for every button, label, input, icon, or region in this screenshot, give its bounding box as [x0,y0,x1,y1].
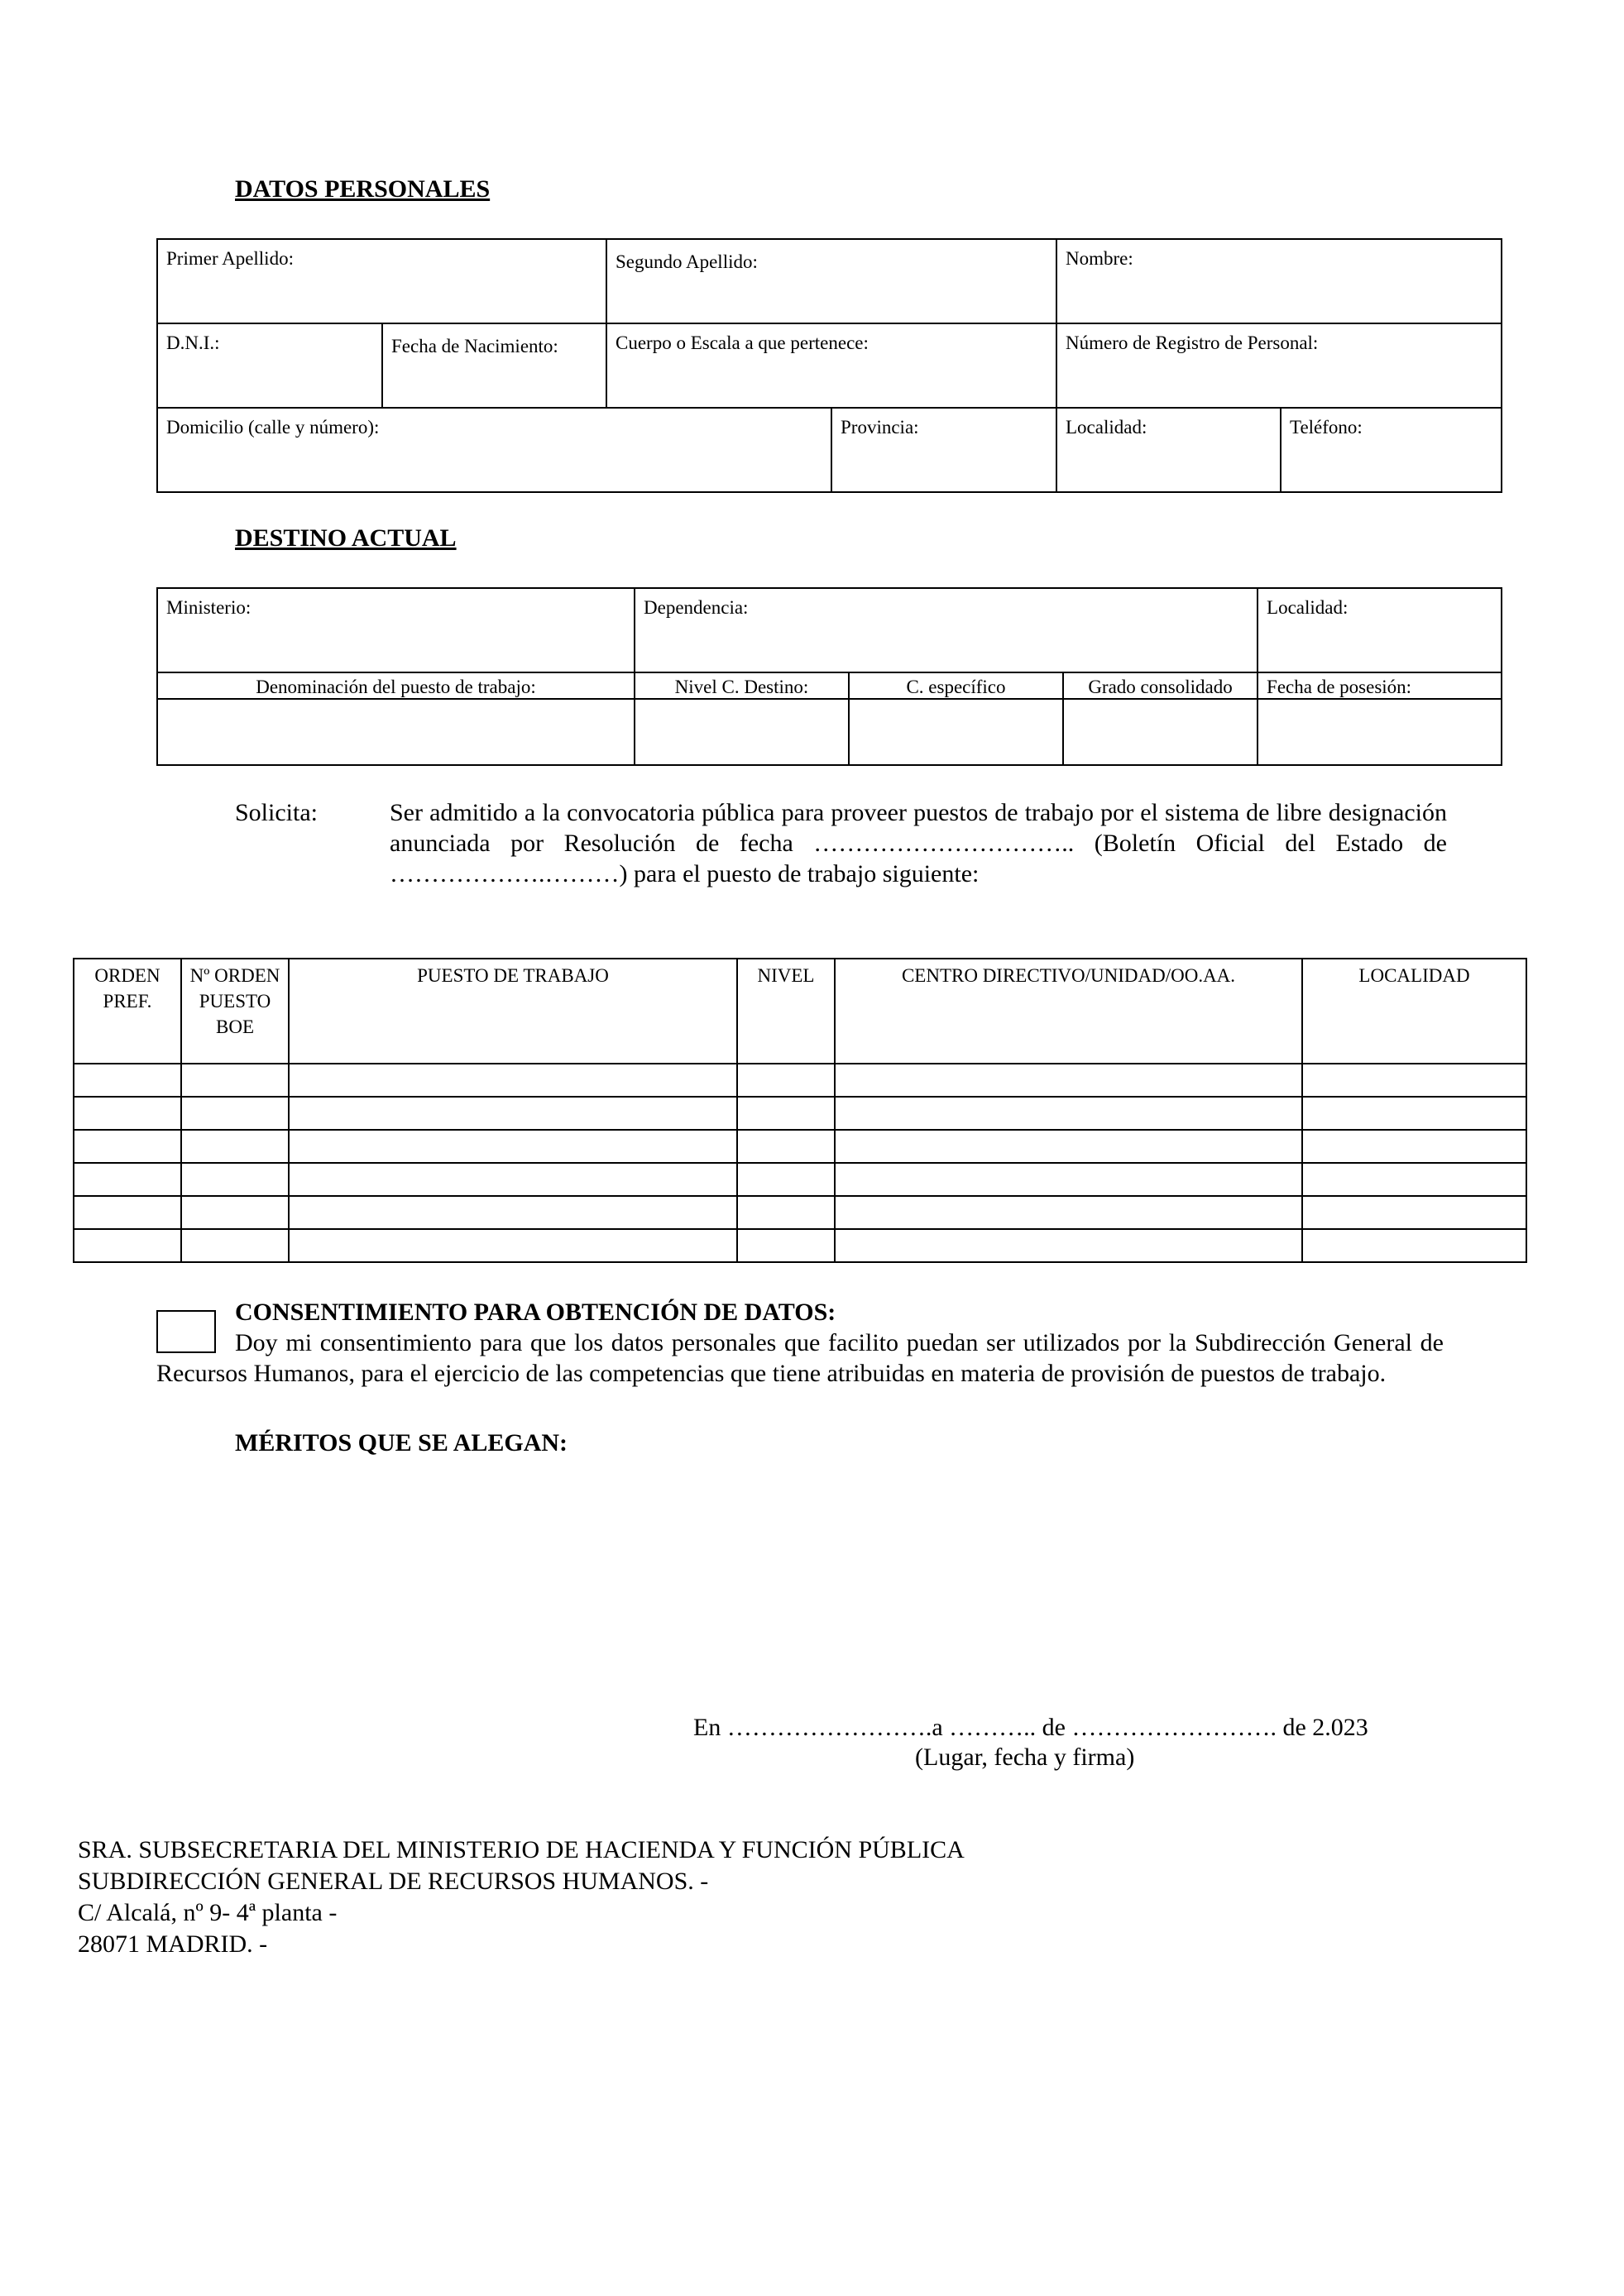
firma-caption: (Lugar, fecha y firma) [915,1744,1135,1771]
consentimiento-title: CONSENTIMIENTO PARA OBTENCIÓN DE DATOS: [235,1299,836,1326]
cell-puesto[interactable] [289,1196,737,1229]
cell-nivel[interactable] [737,1064,835,1097]
domicilio-field[interactable]: Domicilio (calle y número): [157,408,831,492]
localidad-field[interactable]: Localidad: [1056,408,1281,492]
table-row [74,1196,1526,1229]
header-orden-pref: ORDEN PREF. [74,959,181,1064]
cell-n-orden[interactable] [181,1163,289,1196]
cell-localidad[interactable] [1302,1163,1526,1196]
cell-centro[interactable] [835,1196,1302,1229]
grado-label: Grado consolidado [1063,672,1258,699]
cuerpo-escala-field[interactable]: Cuerpo o Escala a que pertenece: [606,323,1056,408]
nivel-label: Nivel C. Destino: [635,672,849,699]
cell-localidad[interactable] [1302,1130,1526,1163]
nivel-input[interactable] [635,699,849,765]
segundo-apellido-field[interactable]: Segundo Apellido: [606,239,1056,323]
destinatario-line-4: 28071 MADRID. - [78,1930,268,1958]
destino-actual-heading: DESTINO ACTUAL [235,524,457,552]
cell-nivel[interactable] [737,1163,835,1196]
table-row [74,1163,1526,1196]
c-especifico-label: C. específico [849,672,1063,699]
cell-centro[interactable] [835,1163,1302,1196]
header-centro: CENTRO DIRECTIVO/UNIDAD/OO.AA. [835,959,1302,1064]
denominacion-label: Denominación del puesto de trabajo: [157,672,635,699]
table-row [74,1097,1526,1130]
dni-field[interactable]: D.N.I.: [157,323,382,408]
cell-orden-pref[interactable] [74,1064,181,1097]
fecha-nacimiento-field[interactable]: Fecha de Nacimiento: [382,323,606,408]
fecha-posesion-label: Fecha de posesión: [1258,672,1502,699]
dependencia-field[interactable]: Dependencia: [635,588,1258,672]
cell-orden-pref[interactable] [74,1163,181,1196]
grado-input[interactable] [1063,699,1258,765]
cell-n-orden[interactable] [181,1064,289,1097]
datos-personales-heading: DATOS PERSONALES [235,175,491,203]
header-localidad: LOCALIDAD [1302,959,1526,1064]
header-nivel: NIVEL [737,959,835,1064]
cell-orden-pref[interactable] [74,1130,181,1163]
cell-nivel[interactable] [737,1097,835,1130]
datos-personales-table [156,238,1502,493]
cell-puesto[interactable] [289,1097,737,1130]
destino-actual-table [156,587,1502,766]
cell-orden-pref[interactable] [74,1229,181,1262]
denominacion-input[interactable] [157,699,635,765]
provincia-field[interactable]: Provincia: [831,408,1056,492]
destinatario-line-2: SUBDIRECCIÓN GENERAL DE RECURSOS HUMANOS. - [78,1868,709,1895]
solicita-text: Ser admitido a la convocatoria pública para proveer puestos de trabajo por el sistema de libre designación anunciada por Resolución de fecha ………………………….. (Boletín Oficial del Estado de ……………….………) para el puesto de trabajo siguiente: [390,799,1447,887]
cell-centro[interactable] [835,1130,1302,1163]
cell-n-orden[interactable] [181,1196,289,1229]
cell-n-orden[interactable] [181,1229,289,1262]
ministerio-field[interactable]: Ministerio: [157,588,635,672]
fecha-posesion-input[interactable] [1258,699,1502,765]
solicita-label: Solicita: [235,799,318,826]
cell-localidad[interactable] [1302,1229,1526,1262]
header-n-orden: Nº ORDEN PUESTO BOE [181,959,289,1064]
consentimiento-text: Doy mi consentimiento para que los datos personales que facilito puedan ser utilizados por la Subdirección General de Recursos Humanos, para el ejercicio de las competencias que tiene atribuidas en materia de provisión de puestos de trabajo. [156,1329,1444,1387]
cell-centro[interactable] [835,1229,1302,1262]
table-row [74,1130,1526,1163]
cell-puesto[interactable] [289,1163,737,1196]
cell-n-orden[interactable] [181,1097,289,1130]
telefono-field[interactable]: Teléfono: [1281,408,1502,492]
puestos-rows [74,1064,1526,1262]
header-puesto: PUESTO DE TRABAJO [289,959,737,1064]
consentimiento-block [156,1297,1444,1389]
cell-orden-pref[interactable] [74,1196,181,1229]
firma-line: En …………………….a ……….. de ……………………. de 2.023 [693,1714,1368,1741]
cell-nivel[interactable] [737,1130,835,1163]
c-especifico-input[interactable] [849,699,1063,765]
cell-orden-pref[interactable] [74,1097,181,1130]
numero-registro-field[interactable]: Número de Registro de Personal: [1056,323,1502,408]
primer-apellido-field[interactable]: Primer Apellido: [157,239,606,323]
puestos-table [73,958,1527,1263]
destinatario-line-1: SRA. SUBSECRETARIA DEL MINISTERIO DE HACIENDA Y FUNCIÓN PÚBLICA [78,1836,965,1863]
meritos-heading: MÉRITOS QUE SE ALEGAN: [235,1429,568,1457]
cell-puesto[interactable] [289,1130,737,1163]
cell-localidad[interactable] [1302,1196,1526,1229]
localidad-destino-field[interactable]: Localidad: [1258,588,1502,672]
cell-centro[interactable] [835,1064,1302,1097]
table-row [74,1064,1526,1097]
cell-puesto[interactable] [289,1064,737,1097]
cell-nivel[interactable] [737,1229,835,1262]
cell-localidad[interactable] [1302,1097,1526,1130]
cell-n-orden[interactable] [181,1130,289,1163]
nombre-field[interactable]: Nombre: [1056,239,1502,323]
destinatario-line-3: C/ Alcalá, nº 9- 4ª planta - [78,1899,338,1926]
cell-centro[interactable] [835,1097,1302,1130]
cell-localidad[interactable] [1302,1064,1526,1097]
cell-puesto[interactable] [289,1229,737,1262]
cell-nivel[interactable] [737,1196,835,1229]
table-row [74,1229,1526,1262]
